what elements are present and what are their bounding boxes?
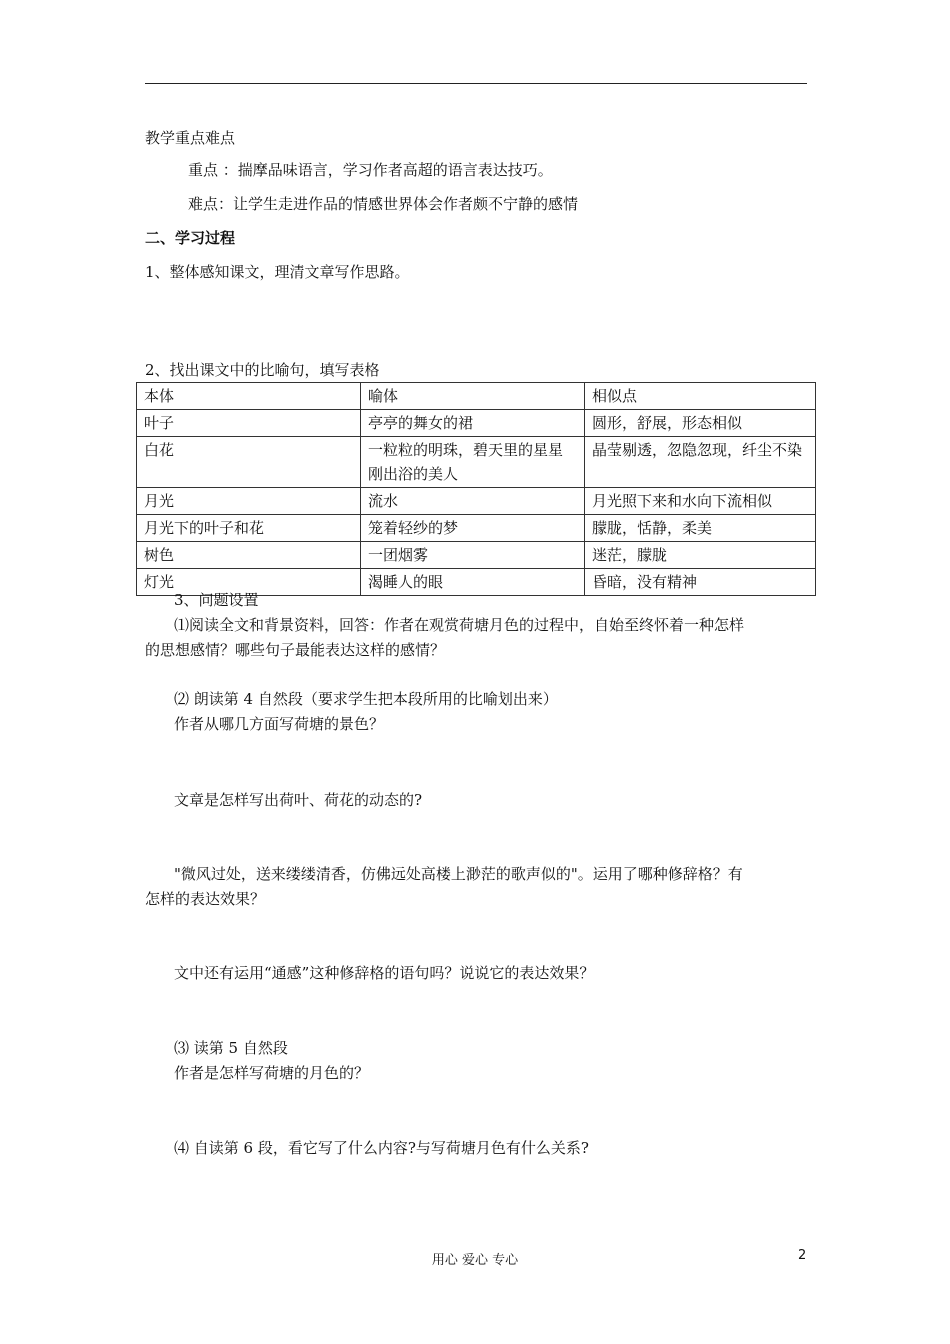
question-1-line-2: 的思想感情？哪些句子最能表达这样的感情？ (145, 641, 446, 659)
metaphor-table (136, 382, 816, 596)
question-2d: 文中还有运用“通感”这种修辞格的语句吗？说说它的表达效果？ (174, 964, 595, 982)
key-point: 重点 ：揣摩品味语言，学习作者高超的语言表达技巧。 (188, 161, 553, 179)
question-2a: 作者从哪几方面写荷塘的景色？ (174, 715, 385, 733)
table-row (137, 542, 816, 569)
table-row (137, 437, 816, 488)
table-header: 喻体 (361, 383, 585, 410)
table-cell: 渴睡人的眼 (361, 569, 585, 596)
table-cell: 迷茫，朦胧 (585, 542, 816, 569)
question-2c-line-2: 怎样的表达效果？ (145, 890, 266, 908)
table-cell: 一团烟雾 (361, 542, 585, 569)
table-cell: 白花 (137, 437, 361, 488)
question-3a: 作者是怎样写荷塘的月色的？ (174, 1064, 370, 1082)
header-rule (145, 83, 807, 84)
question-3-intro: ⑶ 读第 5 自然段 (174, 1039, 288, 1057)
table-cell: 月光下的叶子和花 (137, 515, 361, 542)
difficulty-point: 难点：让学生走进作品的情感世界体会作者颇不宁静的感情 (188, 195, 579, 213)
table-cell: 一粒粒的明珠，碧天里的星星刚出浴的美人 (361, 437, 585, 488)
table-row (137, 410, 816, 437)
questions-heading: 3、问题设置 (174, 591, 259, 609)
section-heading: 二、学习过程 (145, 229, 236, 247)
table-cell: 树色 (137, 542, 361, 569)
page-number: 2 (798, 1248, 807, 1263)
focus-title: 教学重点难点 (145, 129, 236, 147)
table-cell: 月光照下来和水向下流相似 (585, 488, 816, 515)
table-cell: 笼着轻纱的梦 (361, 515, 585, 542)
table-cell: 晶莹剔透，忽隐忽现，纤尘不染 (585, 437, 816, 488)
question-2-intro: ⑵ 朗读第 4 自然段（要求学生把本段所用的比喻划出来） (174, 690, 558, 708)
step-2: 2、找出课文中的比喻句，填写表格 (145, 361, 380, 379)
table-cell: 亭亭的舞女的裙 (361, 410, 585, 437)
table-cell: 流水 (361, 488, 585, 515)
table-header: 相似点 (585, 383, 816, 410)
table-cell: 叶子 (137, 410, 361, 437)
question-1-line-1: ⑴阅读全文和背景资料，回答：作者在观赏荷塘月色的过程中，自始至终怀着一种怎样 (174, 616, 745, 634)
table-header: 本体 (137, 383, 361, 410)
step-1: 1、整体感知课文，理清文章写作思路。 (145, 263, 410, 281)
table-row (137, 515, 816, 542)
table-cell: 朦胧，恬静，柔美 (585, 515, 816, 542)
question-2c-line-1: "微风过处，送来缕缕清香，仿佛远处高楼上渺茫的歌声似的"。运用了哪种修辞格？有 (174, 865, 743, 883)
table-cell: 昏暗，没有精神 (585, 569, 816, 596)
question-4: ⑷ 自读第 6 段，看它写了什么内容?与写荷塘月色有什么关系? (174, 1139, 589, 1157)
footer-slogan: 用心 爱心 专心 (431, 1253, 519, 1268)
table-cell: 月光 (137, 488, 361, 515)
table-row (137, 488, 816, 515)
table-header-row (137, 383, 816, 410)
table-cell: 灯光 (137, 569, 361, 596)
question-2b: 文章是怎样写出荷叶、荷花的动态的? (174, 791, 423, 809)
table-cell: 圆形，舒展，形态相似 (585, 410, 816, 437)
